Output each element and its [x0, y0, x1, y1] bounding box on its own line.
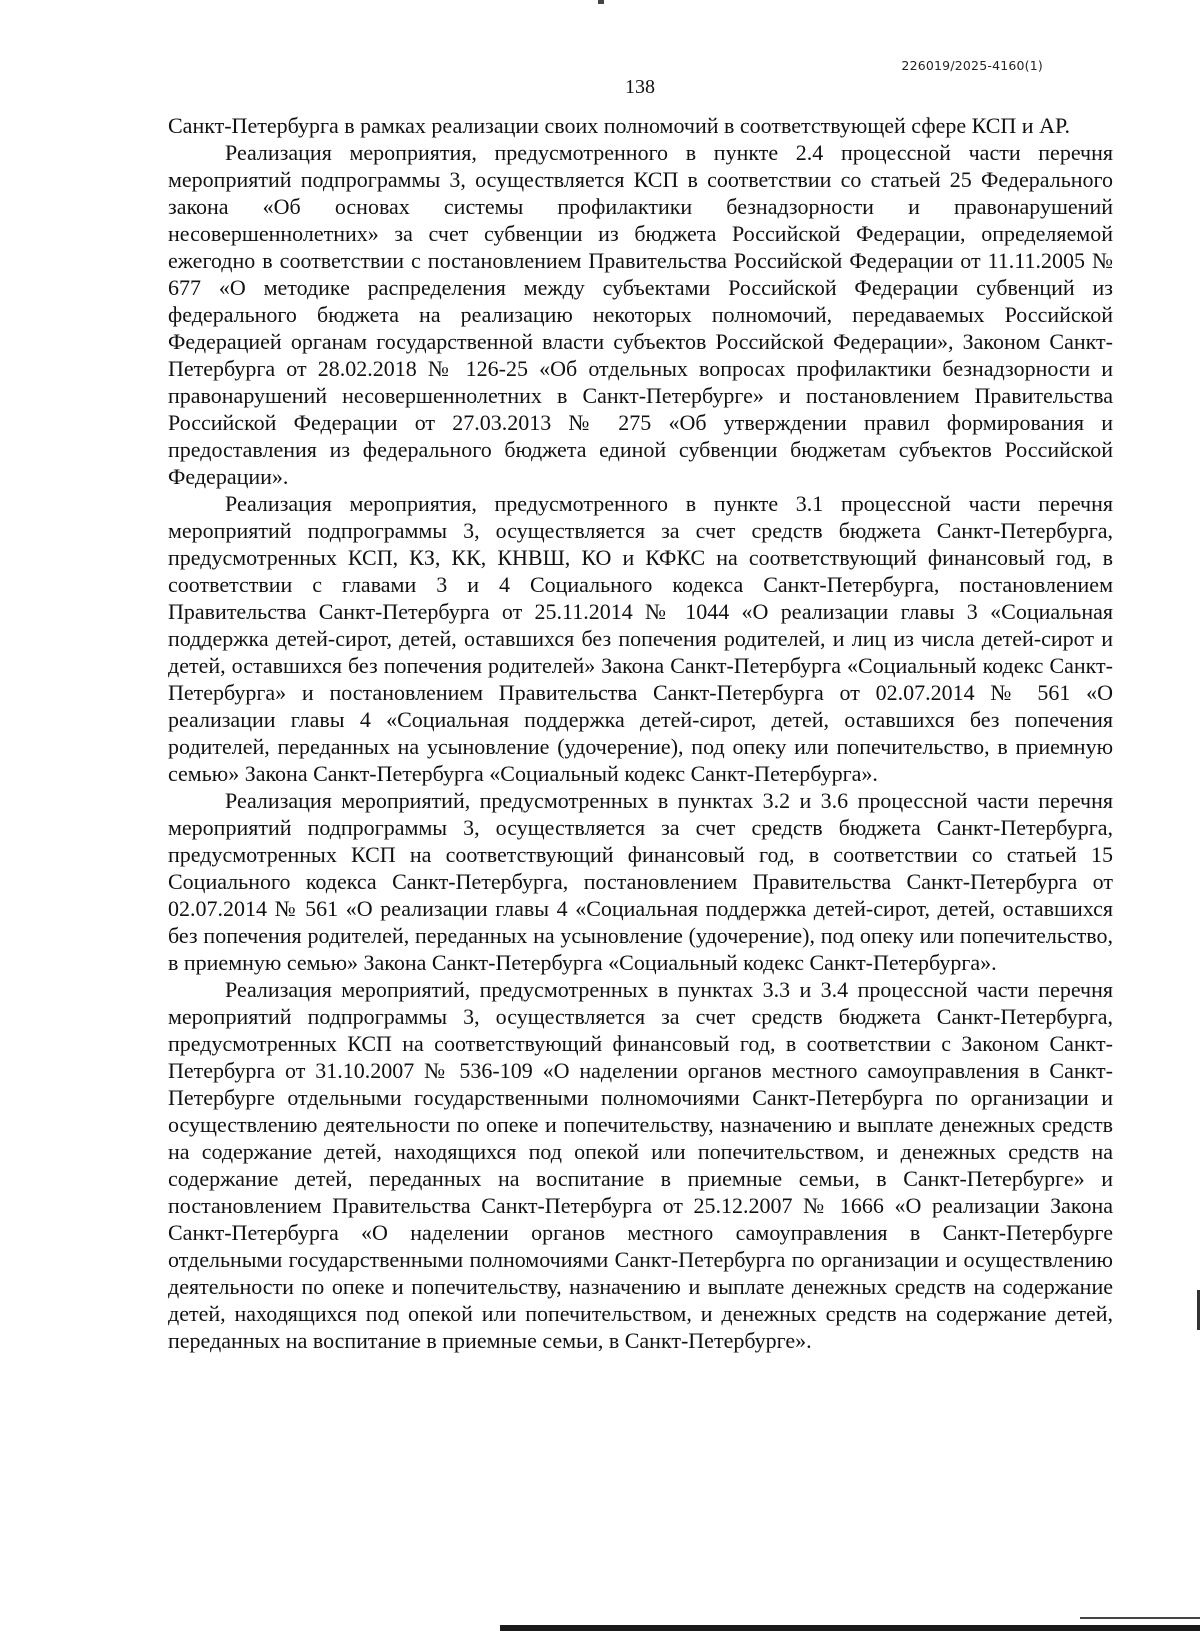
paragraph-items-3-2-3-6: Реализация мероприятий, предусмотренных в пунктах 3.2 и 3.6 процессной части перечня мероприятий подпрограммы 3, осуществляется за счет средств бюджета Санкт-Петербурга, предусмотренных КСП на соответствующий финансовый год, в соответствии со статьей 15 Социального кодекса Санкт-Петербурга, постановлением Правительства Санкт-Петербурга от 02.07.2014 № 561 «О реализации главы 4 «Социальная поддержка детей-сирот, детей, оставшихся без попечения родителей, переданных на усыновление (удочерение), под опеку или попечительство, в приемную семью» Закона Санкт-Петербурга «Социальный кодекс Санкт-Петербурга». — [168, 788, 1113, 975]
page-number: 138 — [625, 76, 655, 98]
scan-artifact-bottom-bar — [500, 1625, 1200, 1631]
paragraph-item-2-4: Реализация мероприятия, предусмотренного в пункте 2.4 процессной части перечня мероприятий подпрограммы 3, осуществляется КСП в соответствии со статьей 25 Федерального закона «Об основах системы профилактики безнадзорности и правонарушений несовершеннолетних» за счет субвенции из бюджета Российской Федерации, определяемой ежегодно в соответствии с постановлением Правительства Российской Федерации от 11.11.2005 № 677 «О методике распределения между субъектами Российской Федерации субвенций из федерального бюджета на реализацию некоторых полномочий, передаваемых Российской Федерацией органам государственной власти субъектов Российской Федерации», Законом Санкт-Петербурга от 28.02.2018 № 126-25 «Об отдельных вопросах профилактики безнадзорности и правонарушений несовершеннолетних в Санкт-Петербурге» и постановлением Правительства Российской Федерации от 27.03.2013 № 275 «Об утверждении правил формирования и предоставления из федерального бюджета единой субвенции бюджетам субъектов Российской Федерации». — [168, 140, 1113, 489]
paragraph-items-3-3-3-4: Реализация мероприятий, предусмотренных в пунктах 3.3 и 3.4 процессной части перечня мероприятий подпрограммы 3, осуществляется за счет средств бюджета Санкт-Петербурга, предусмотренных КСП на соответствующий финансовый год, в соответствии с Законом Санкт-Петербурга от 31.10.2007 № 536-109 «О наделении органов местного самоуправления в Санкт-Петербурге отдельными государственными полномочиями Санкт-Петербурга по организации и осуществлению деятельности по опеке и попечительству, назначению и выплате денежных средств на содержание детей, находящихся под опекой или попечительством, и денежных средств на содержание детей, переданных на воспитание в приемные семьи, в Санкт-Петербурге» и постановлением Правительства Санкт-Петербурга от 25.12.2007 № 1666 «О реализации Закона Санкт-Петербурга «О наделении органов местного самоуправления в Санкт-Петербурге отдельными государственными полномочиями Санкт-Петербурга по организации и осуществлению деятельности по опеке и попечительству, назначению и выплате денежных средств на содержание детей, находящихся под опекой или попечительством, и денежных средств на содержание детей, переданных на воспитание в приемные семьи, в Санкт-Петербурге». — [168, 977, 1113, 1353]
scan-artifact-top — [598, 0, 604, 4]
scan-artifact-bottom-line — [1080, 1617, 1200, 1619]
document-body — [168, 112, 1113, 1354]
paragraph-continuation: Санкт-Петербурга в рамках реализации своих полномочий в соответствующей сфере КСП и АР. — [168, 113, 1070, 138]
registration-number: 226019/2025-4160(1) — [901, 58, 1043, 73]
paragraph-item-3-1: Реализация мероприятия, предусмотренного в пункте 3.1 процессной части перечня мероприятий подпрограммы 3, осуществляется за счет средств бюджета Санкт-Петербурга, предусмотренных КСП, КЗ, КК, КНВШ, КО и КФКС на соответствующий финансовый год, в соответствии с главами 3 и 4 Социального кодекса Санкт-Петербурга, постановлением Правительства Санкт-Петербурга от 25.11.2014 № 1044 «О реализации главы 3 «Социальная поддержка детей-сирот, детей, оставшихся без попечения родителей, и лиц из числа детей-сирот и детей, оставшихся без попечения родителей» Закона Санкт-Петербурга «Социальный кодекс Санкт-Петербурга» и постановлением Правительства Санкт-Петербурга от 02.07.2014 № 561 «О реализации главы 4 «Социальная поддержка детей-сирот, детей, оставшихся без попечения родителей, переданных на усыновление (удочерение), под опеку или попечительство, в приемную семью» Закона Санкт-Петербурга «Социальный кодекс Санкт-Петербурга». — [168, 491, 1113, 786]
